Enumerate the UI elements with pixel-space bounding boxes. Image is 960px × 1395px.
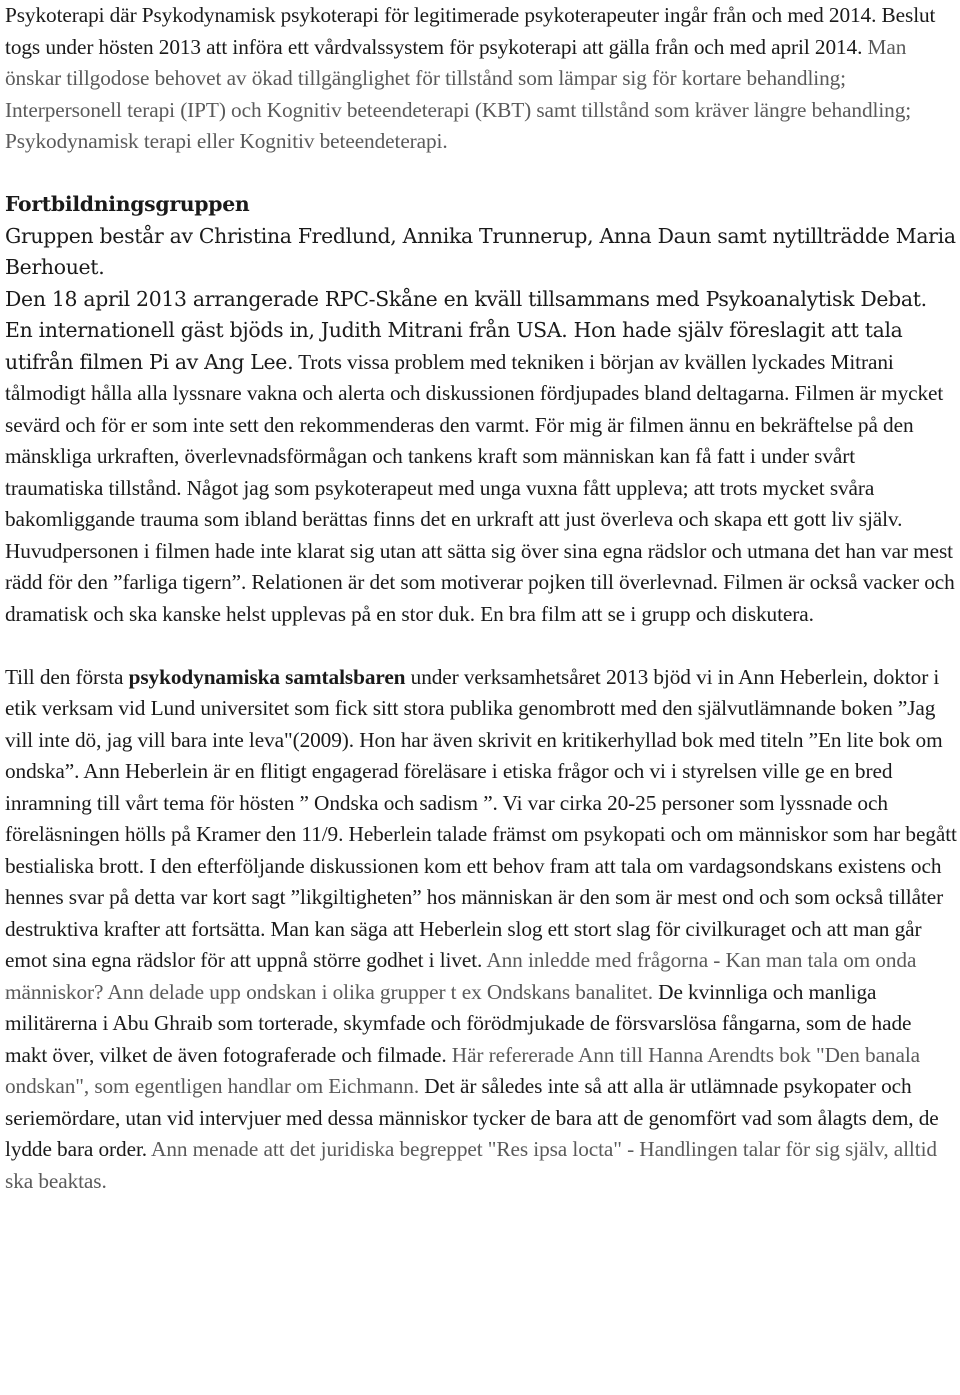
intro-text-a: Psykoterapi där Psykodynamisk psykoterapi för legitimerade psykoterapeuter ingår från och med 2014. Beslut togs under hösten 2013 att införa ett vårdvalssystem för psykoterapi att gälla från och med april 2014. (5, 3, 936, 59)
document-page (5, 0, 957, 1197)
samtalsbaren-end5: Ann menade att det juridiska begreppet "Res ipsa locta" - Handlingen talar för sig själv, alltid ska beaktas. (5, 1137, 937, 1193)
samtalsbaren-paragraph (5, 662, 957, 1198)
group-members-text: Gruppen består av Christina Fredlund, Annika Trunnerup, Anna Daun samt nytillträdde Maria Berhouet. (5, 223, 956, 279)
samtalsbaren-pre: Till den första (5, 664, 129, 689)
samtalsbaren-end1: Ann inledde med frågorna - Kan man tala om onda människor? Ann delade upp ondskan i olika grupper t ex Ondskans banalitet. (5, 948, 917, 1004)
samtalsbaren-end3: Här refererade Ann till Hanna Arendts bok "Den banala ondskan", som egentligen handlar om Eichmann. (5, 1042, 920, 1098)
samtalsbaren-end2: De kvinnliga och manliga militärerna i Abu Ghraib som torterade, skymfade och förödmjukade de försvarslösa fångarna, som de hade makt över, vilket de även fotograferade och filmade. (5, 979, 912, 1067)
samtalsbaren-end4: Det är således inte så att alla är utlämnade psykopater och seriemördare, utan vid intervjuer med dessa människor tycker de bara att de genomfört vad som ålagts dem, de lydde bara order. (5, 1074, 939, 1161)
samtalsbaren-bold: psykodynamiska samtalsbaren (128, 664, 406, 689)
paragraph-spacer (5, 158, 957, 190)
paragraph-spacer (5, 630, 957, 662)
event-text-a: Den 18 april 2013 arrangerade RPC-Skåne en kväll tillsammans med Psykoanalytisk Debat. En internationell gäst bjöds in, Judith Mitrani från USA. Hon hade själv föreslagit att tala utifrån filmen Pi av Ang Lee. (5, 286, 927, 374)
intro-paragraph (5, 0, 957, 158)
intro-text-b: Man önskar tillgodose behovet av ökad tillgänglighet för tillstånd som lämpar sig för kortare behandling; Interpersonell terapi (IPT) och Kognitiv beteendeterapi (KBT) samt tillstånd som kräver längre behandling; Psykodynamisk terapi eller Kognitiv beteendeterapi. (5, 34, 912, 153)
event-text-b: Trots vissa problem med tekniken i början av kvällen lyckades Mitrani tålmodigt hålla alla lyssnare vakna och alerta och diskussionen fördjupades bland deltagarna. Filmen är mycket sevärd och för er som inte sett den rekommenderas den varmt. För mig är filmen ännu en bekräftelse på den mänskliga urkraften, överlevnadsförmågan och tankens kraft som människan kan få fatt i under svårt traumatiska tillstånd. Något jag som psykoterapeut med unga vuxna fått uppleva; att trots mycket svåra bakomliggande trauma som ibland berättas finns det en urkraft att just överleva och skapa ett gott liv själv. Huvudpersonen i filmen hade inte klarat sig utan att sätta sig över sina egna rädslor och utmana det han var mest rädd för den ”farliga tigern”. Relationen är det som motiverar pojken till överlevnad. Filmen är också vacker och dramatisk och ska kanske helst upplevas på en stor duk. En bra film att se i grupp och diskutera. (5, 349, 955, 626)
event-paragraph (5, 284, 957, 631)
section-heading: Fortbildningsgruppen (5, 192, 250, 216)
samtalsbaren-main: under verksamhetsåret 2013 bjöd vi in Ann Heberlein, doktor i etik verksam vid Lund universitet som fick sitt stora publika genombrott med den självutlämnande boken ”Jag vill inte dö, jag vill bara inte leva"(2009). Hon har även skrivit en kritikerhyllad bok med titeln ”En lite bok om ondska”. Ann Heberlein är en flitigt engagerad föreläsare i etiska frågor och vi i styrelsen ville ge en bred inramning till vårt tema för hösten ” Ondska och sadism ”. Vi var cirka 20-25 personer som lyssnade och föreläsningen hölls på Kramer den 11/9. Heberlein talade främst om psykopati och om människor som har begått bestialiska brott. I den efterföljande diskussionen kom ett behov fram att tala om vardagsondskans existens och hennes svar på detta var kort sagt ”likgiltigheten” hos människan är den som är mest ond och som också tillåter destruktiva krafter att fortsätta. Man kan säga att Heberlein slog ett stort slag för civilkuraget och att man går emot sina egna rädslor för att uppnå större godhet i livet. (5, 664, 957, 972)
